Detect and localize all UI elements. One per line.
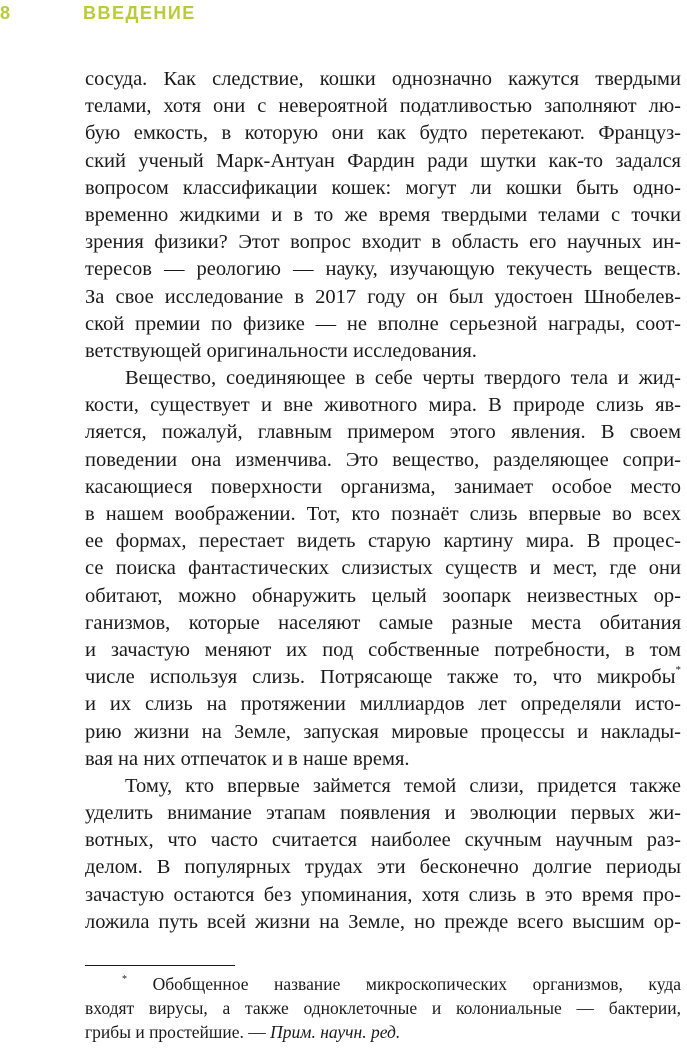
text-line: обитают, можно обнаружить целый зоопарк неизвестных ор-	[85, 584, 681, 607]
text-line: ляется, пожалуй, главным примером этого явления. В своем	[85, 421, 681, 444]
editor-note: Прим. научн. ред.	[270, 1022, 401, 1042]
text-line: телами, хотя они с невероятной податливостью заполняют лю-	[85, 95, 681, 118]
text-line: ветствующей оригинальности исследования.	[85, 339, 477, 362]
footnote-marker: *	[675, 664, 681, 677]
text-line: временно жидкими и в то же время твердыми телами с точки	[85, 203, 681, 226]
text-line: в нашем воображении. Тот, кто познаёт слизь впервые во всех	[85, 503, 681, 525]
footnote-line	[85, 972, 681, 996]
text-line: поведении она изменчива. Это вещество, разделяющее сопри-	[85, 448, 681, 471]
text-line: вопросом классификации кошек: могут ли кошки быть одно-	[85, 176, 681, 199]
text-line: касающиеся поверхности организма, занимает особое место	[85, 475, 681, 498]
text-line: ской премии по физике — не вполне серьезной награды, соот-	[85, 312, 681, 335]
text-line: За свое исследование в 2017 году он был удостоен Шнобелев-	[85, 285, 681, 308]
text-line: ганизмов, которые населяют самые разные места обитания	[85, 611, 681, 634]
text-line: Вещество, соединяющее в себе черты твердого тела и жид-	[125, 367, 681, 390]
footnote-text: Обобщенное название микроскопических организмов, куда	[152, 974, 682, 994]
text-line: числе используя слизь. Потрясающе также то, что микробы	[85, 666, 676, 689]
text-line: Тому, кто впервые займется темой слизи, придется также	[125, 774, 681, 797]
footnote-divider	[85, 965, 235, 966]
text-line: кости, существует и вне животного мира. В природе слизь яв-	[85, 394, 681, 417]
text-line: ложила путь всей жизни на Земле, но прежде всего высшим ор-	[85, 910, 681, 933]
text-line: зрения физики? Этот вопрос входит в область его научных ин-	[85, 231, 681, 254]
text-line: се поиска фантастических слизистых существ и мест, где они	[85, 557, 681, 580]
text-line: ский ученый Марк-Антуан Фардин ради шутки как-то задался	[85, 149, 681, 172]
text-line: рию жизни на Земле, запуская мировые процессы и наклады-	[85, 720, 681, 743]
text-line: уделить внимание этапам появления и эволюции первых жи-	[85, 802, 681, 825]
text-line: ее формах, перестает видеть старую картину мира. В процес-	[85, 530, 681, 553]
text-line: делом. В популярных трудах эти бесконечно долгие периоды	[85, 856, 681, 879]
footnote-text: грибы и простейшие. —	[85, 1022, 271, 1042]
text-line: сосуда. Как следствие, кошки однозначно кажутся твердыми	[85, 68, 681, 90]
footnote	[85, 972, 681, 1044]
footnote-line	[85, 1020, 681, 1044]
text-line: вая на них отпечаток и в наше время.	[85, 747, 410, 770]
text-line: и зачастую меняют их под собственные потребности, в том	[85, 638, 681, 661]
chapter-title: ВВЕДЕНИЕ	[83, 3, 196, 23]
page-number: 8	[0, 3, 12, 23]
footnote-marker: *	[122, 974, 127, 985]
text-line: бую емкость, в которую они как будто перетекают. Француз-	[85, 122, 681, 145]
text-line: тересов — реологию — науку, изучающую текучесть веществ.	[85, 258, 681, 281]
footnote-line: входят вирусы, а также одноклеточные и колониальные — бактерии,	[85, 998, 681, 1018]
text-line: вотных, что часто считается наиболее скучным научным раз-	[85, 829, 681, 852]
text-line-with-note	[85, 664, 681, 691]
text-line: зачастую остаются без упоминания, хотя слизь в это время про-	[85, 883, 681, 906]
text-line: и их слизь на протяжении миллиардов лет определяли исто-	[85, 693, 681, 716]
body-text	[85, 66, 681, 936]
